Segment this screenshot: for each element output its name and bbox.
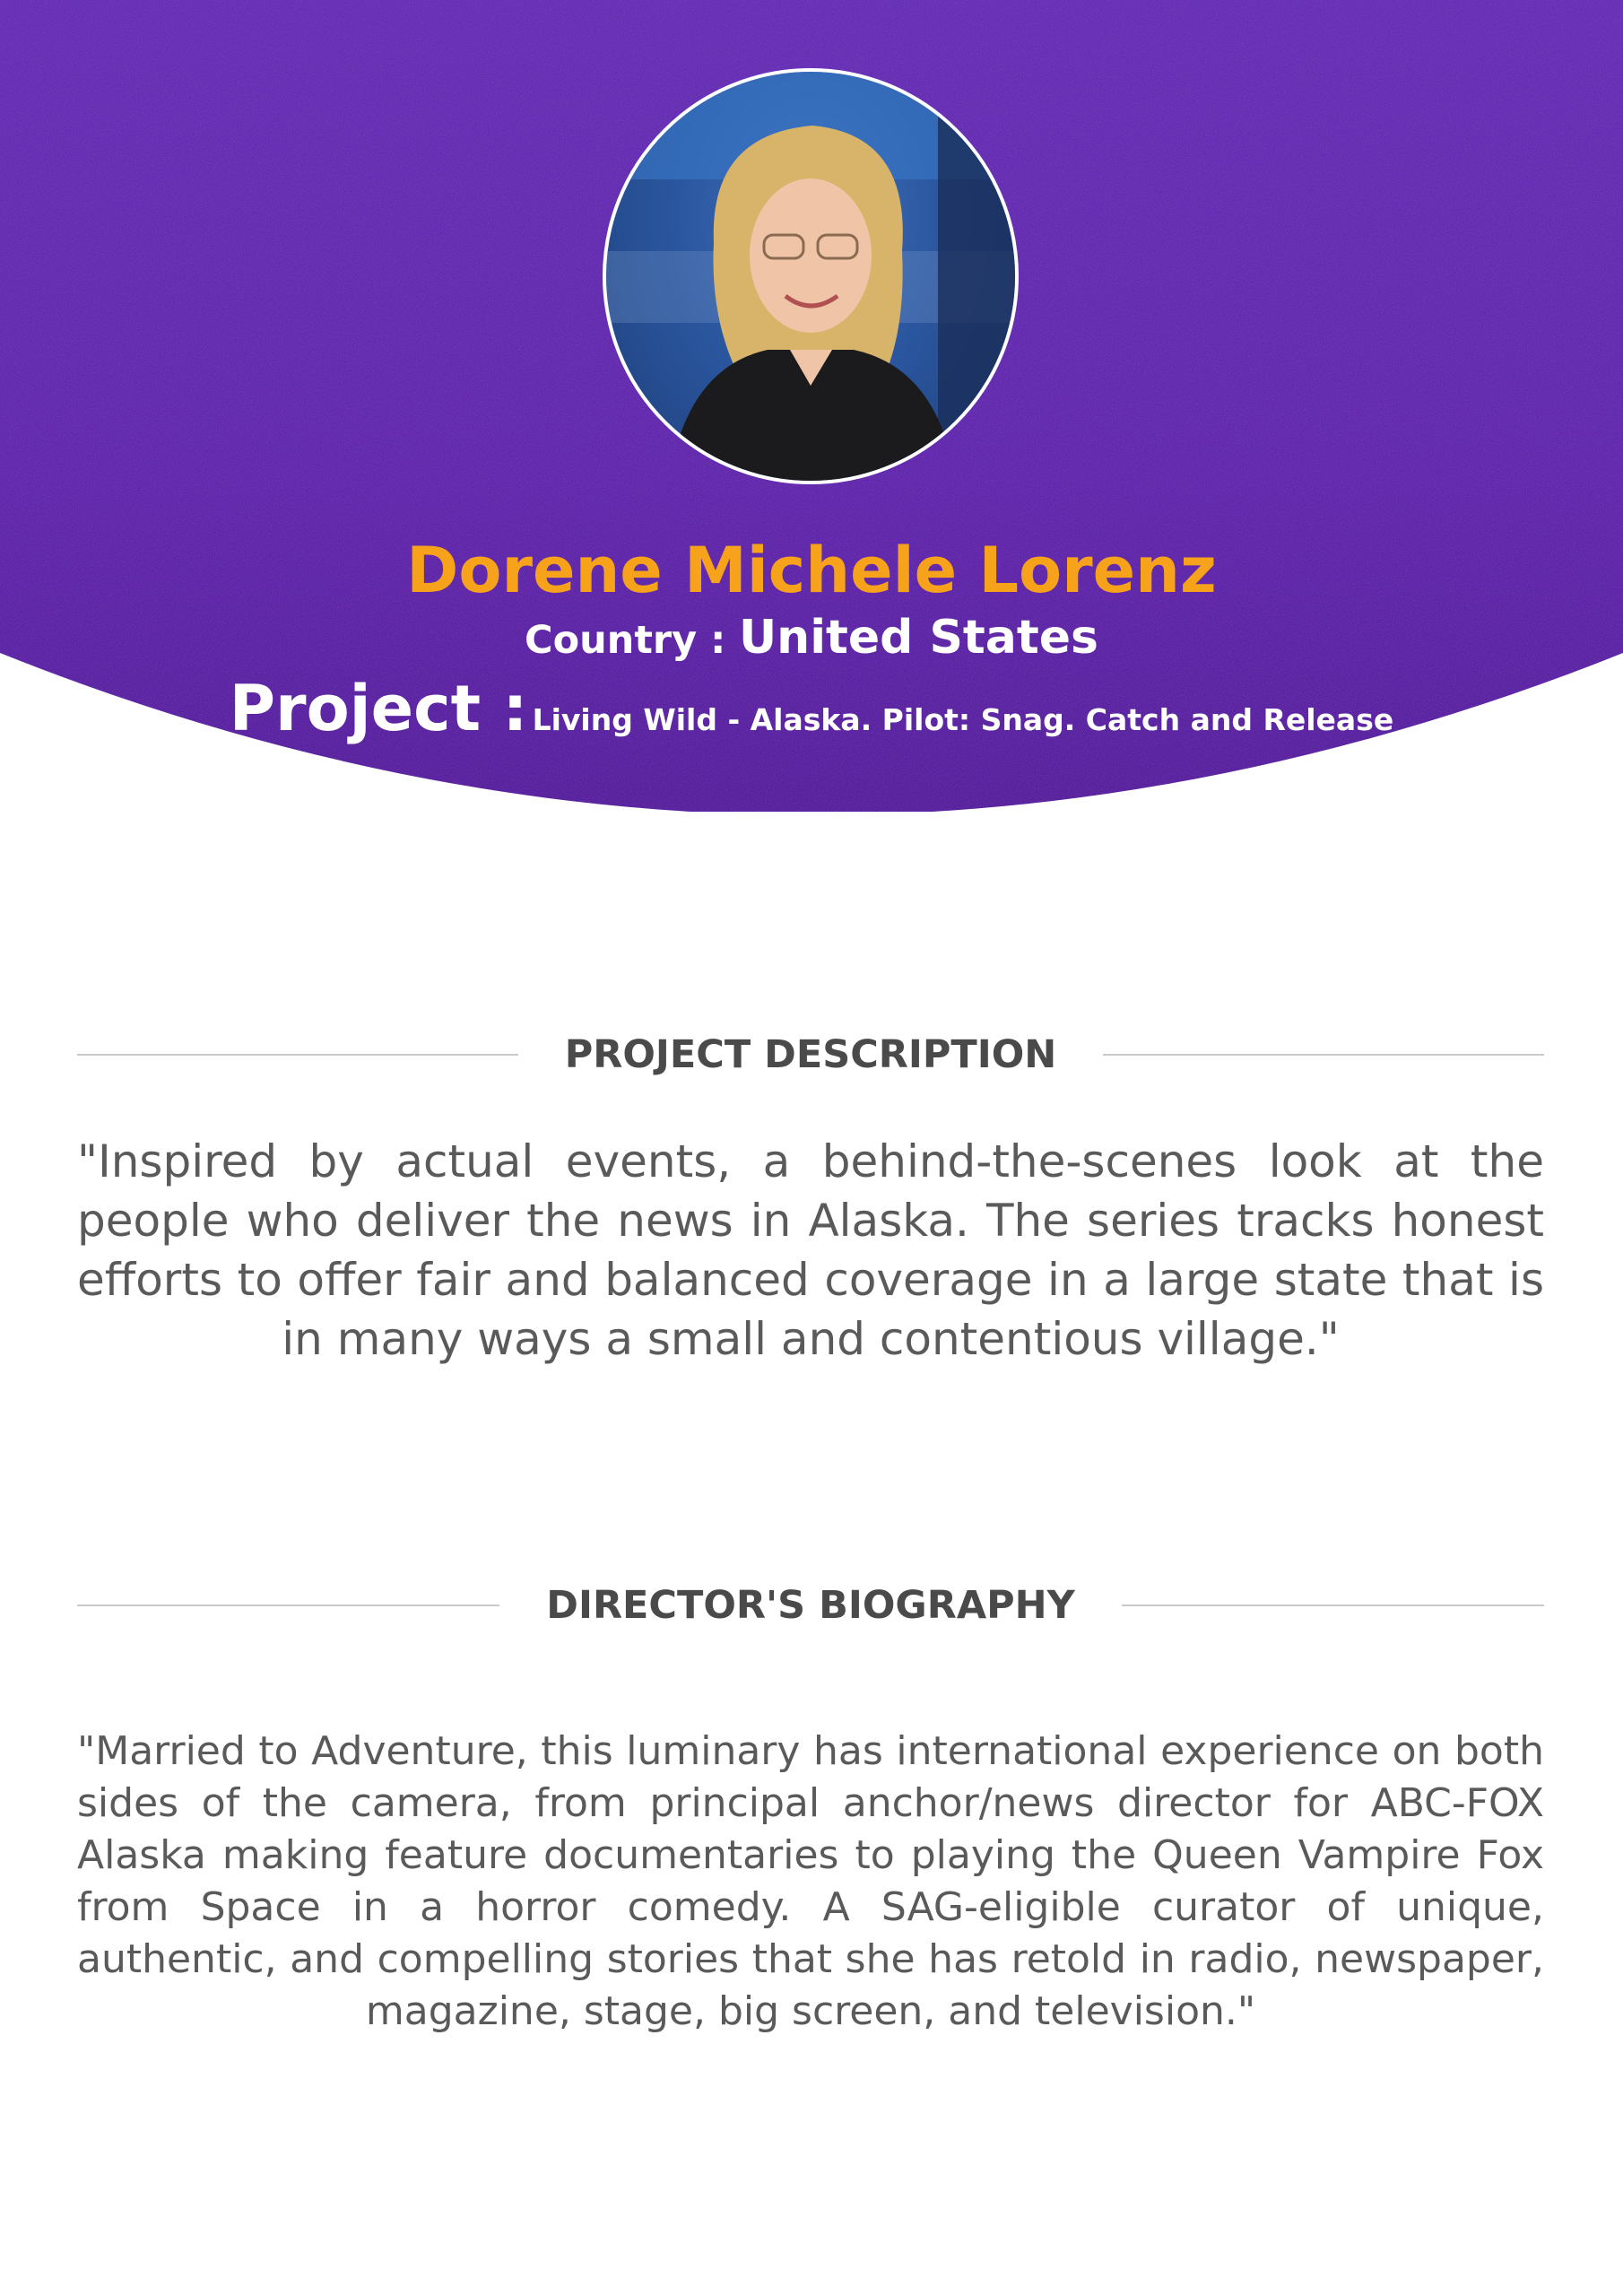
project-label: Project :: [229, 672, 528, 745]
section-title: DIRECTOR'S BIOGRAPHY: [546, 1583, 1075, 1628]
section-title: PROJECT DESCRIPTION: [564, 1032, 1057, 1077]
divider-right: [1103, 1054, 1544, 1056]
divider-left: [77, 1605, 499, 1606]
directors-biography-heading: [77, 1578, 1544, 1632]
director-name: Dorene Michele Lorenz: [406, 534, 1217, 607]
project-description-heading: [77, 1028, 1544, 1082]
project-line: [0, 669, 1623, 765]
country-label: Country :: [525, 618, 726, 663]
divider-right: [1122, 1605, 1544, 1606]
country-value: United States: [738, 611, 1098, 665]
director-photo: [603, 68, 1019, 484]
project-description-text: "Inspired by actual events, a behind-the-scenes look at the people who deliver the news in Alaska. The series tracks honest efforts to offer fair and balanced coverage in a large state that is in many ways a small and contentious village.": [77, 1135, 1544, 1365]
divider-left: [77, 1054, 518, 1056]
country-line: [0, 608, 1623, 670]
directors-biography-text: "Married to Adventure, this luminary has international experience on both sides of the camera, from principal anchor/news director for ABC-FOX Alaska making feature documentaries to playing the Queen Vampire Fox from Space in a horror comedy. A SAG-eligible curator of unique, authentic, and compelling stories that she has retold in radio, newspaper, magazine, stage, big screen, and television.": [77, 1728, 1544, 2034]
project-value: Living Wild - Alaska. Pilot: Snag. Catch and Release: [532, 702, 1394, 737]
header-banner: [0, 0, 1623, 812]
